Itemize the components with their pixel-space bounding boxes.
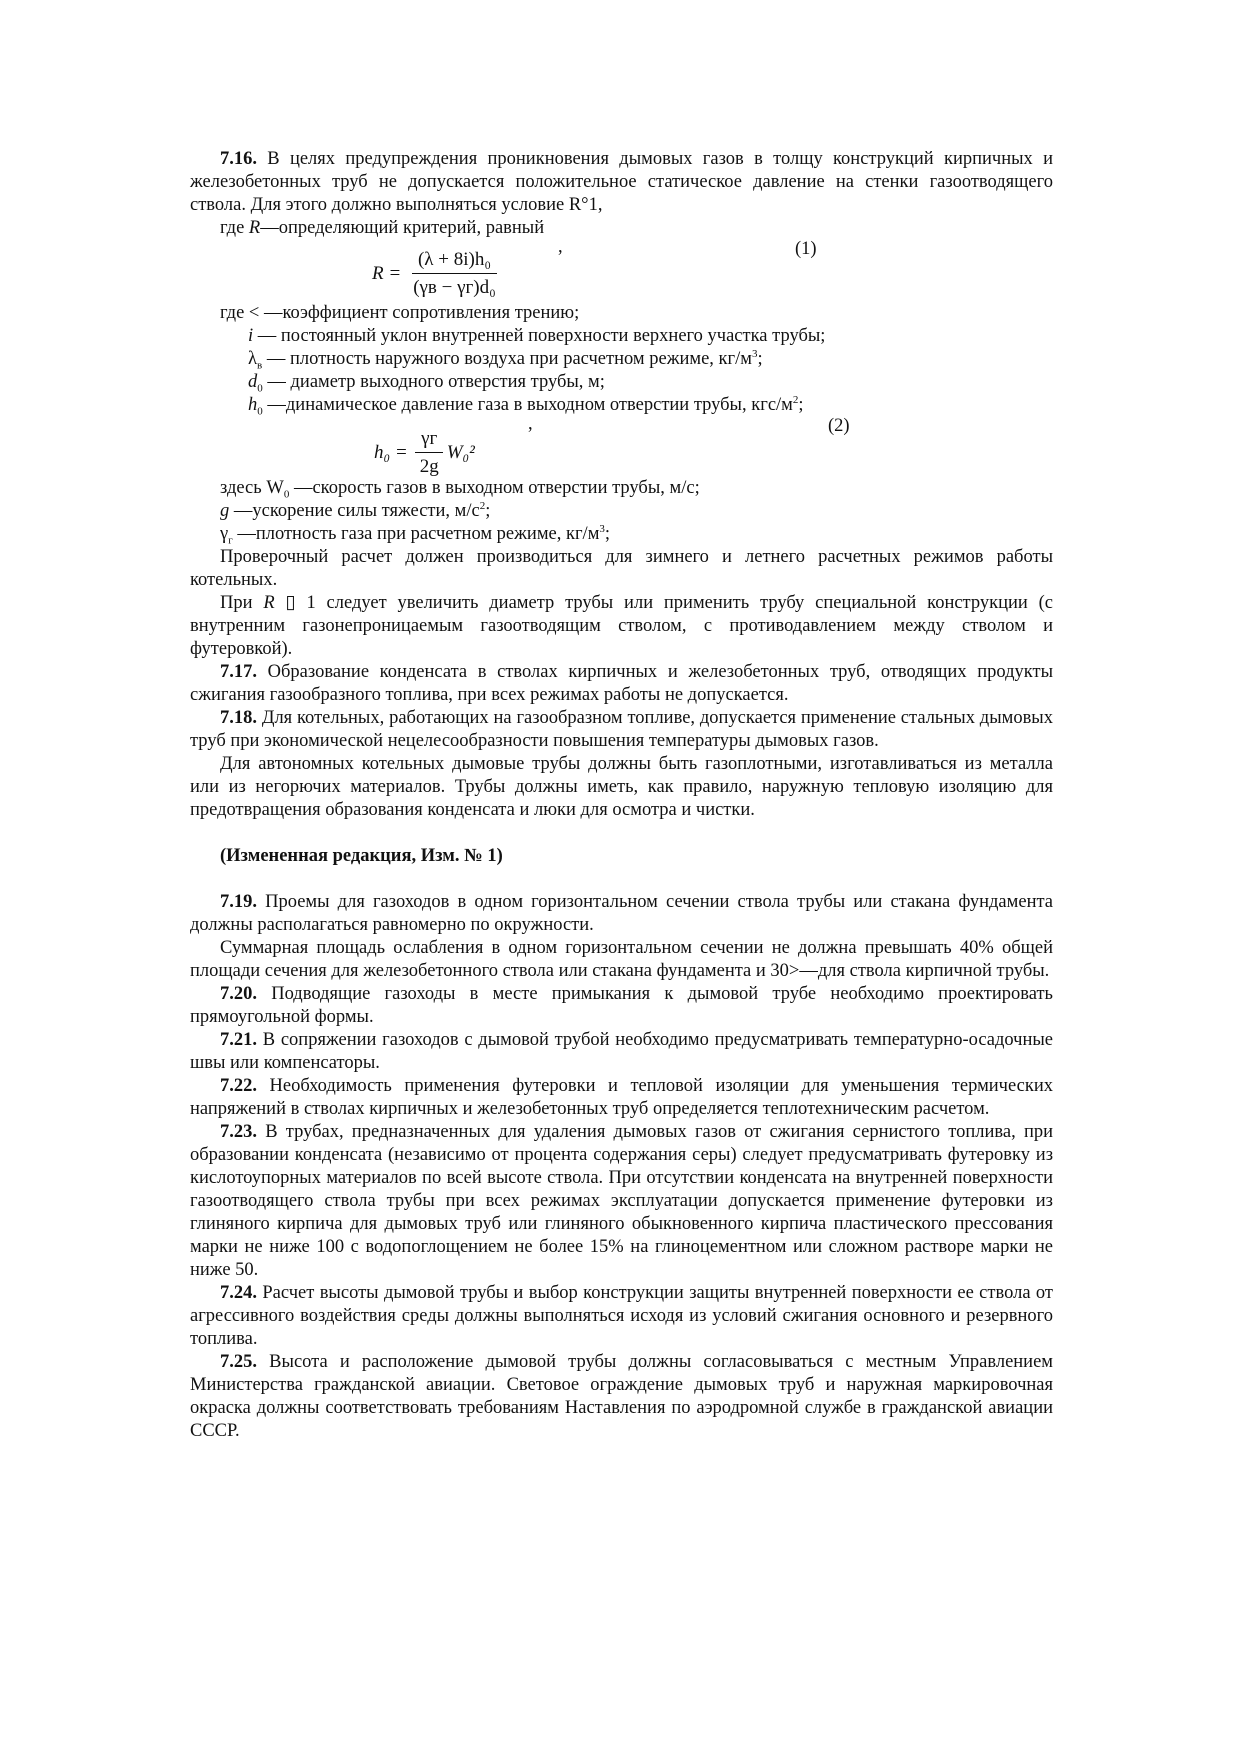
formula-lhs: h₀ = bbox=[374, 442, 408, 463]
denominator: (γв − γг)d₀ bbox=[413, 277, 496, 298]
clause-number: 7.16. bbox=[220, 149, 257, 169]
clause-text: Расчет высоты дымовой трубы и выбор конструкции защиты внутренней поверхности ее ствола от агрессивного воздействия среды должны выполняться исходя из условий сжигания основного и резервного топлива. bbox=[190, 1283, 1053, 1349]
where-r-line bbox=[190, 217, 1053, 240]
superscript: 2 bbox=[792, 393, 799, 406]
text: —динамическое давление газа в выходном отверстии трубы, кгс/м bbox=[262, 395, 793, 415]
symbol: h bbox=[248, 395, 258, 415]
formula-2 bbox=[190, 414, 1053, 477]
clause-text: Проемы для газоходов в одном горизонтальном сечении ствола трубы или стакана фундамента должны располагаться равномерно по окружности. bbox=[190, 892, 1053, 935]
amendment-text: (Измененная редакция, Изм. № 1) bbox=[220, 846, 503, 866]
def-g bbox=[190, 500, 1053, 523]
def-lambda bbox=[190, 302, 1053, 325]
clause-number: 7.22. bbox=[220, 1076, 257, 1096]
when-r-paragraph bbox=[190, 592, 1053, 661]
text: —ускорение силы тяжести, м/с bbox=[229, 501, 480, 521]
formula-lhs: R = bbox=[372, 263, 402, 284]
text: ▯ 1 следует увеличить диаметр трубы или применить трубу специальной конструкции (с внутренним газонепроницаемым газоотводящим стволом, с противодавлением между стволом и футеровкой). bbox=[190, 593, 1054, 659]
subscript: 0 bbox=[283, 488, 290, 501]
clause-text: В целях предупреждения проникновения дымовых газов в толщу конструкций кирпичных и железобетонных труб не допускается положительное статическое давление на стенки газоотводящего ствола. Для этого должно выполняться условие R°1, bbox=[190, 149, 1053, 215]
text: При bbox=[220, 593, 264, 613]
clause-7-23 bbox=[190, 1121, 1053, 1282]
def-d0 bbox=[190, 371, 1053, 394]
symbol: W bbox=[266, 478, 284, 498]
superscript: 3 bbox=[751, 347, 758, 360]
text: —коэффициент сопротивления трению; bbox=[259, 303, 580, 323]
text: ; bbox=[757, 349, 763, 369]
clause-text: В сопряжении газоходов с дымовой трубой необходимо предусматривать температурно-осадочные швы или компенсаторы. bbox=[190, 1030, 1053, 1073]
area-paragraph: Суммарная площадь ослабления в одном горизонтальном сечении не должна превышать 40% общей площади сечения для железобетонного ствола или стакана фундамента и 30>—для ствола кирпичной трубы. bbox=[190, 938, 1053, 981]
symbol: g bbox=[220, 501, 230, 521]
symbol: λ bbox=[248, 349, 257, 369]
clause-number: 7.25. bbox=[220, 1352, 257, 1372]
spacer bbox=[190, 868, 1053, 891]
fraction-stack bbox=[407, 248, 502, 299]
text: где bbox=[220, 303, 249, 323]
document-page bbox=[190, 148, 1053, 1443]
def-gamma-g bbox=[190, 523, 1053, 546]
symbol: d bbox=[248, 372, 258, 392]
clause-number: 7.19. bbox=[220, 892, 257, 912]
text: — диаметр выходного отверстия трубы, м; bbox=[262, 372, 605, 392]
clause-text: Высота и расположение дымовой трубы должны согласовываться с местным Управлением Министерства гражданской авиации. Световое ограждение дымовых труб и наружная маркировочная окраска должны соответствовать требованиям Наставления по аэродромной службе в гражданской авиации СССР. bbox=[190, 1352, 1053, 1441]
clause-text: Необходимость применения футеровки и тепловой изоляции для уменьшения термических напряжений в стволах кирпичных и железобетонных труб определяется теплотехническим расчетом. bbox=[190, 1076, 1053, 1119]
text: здесь bbox=[220, 478, 267, 498]
symbol: i bbox=[248, 326, 254, 346]
text: —определяющий критерий, равный bbox=[260, 218, 545, 238]
formula-1 bbox=[190, 237, 1053, 302]
text: —плотность газа при расчетном режиме, кг/м bbox=[232, 524, 600, 544]
fraction-stack bbox=[414, 427, 445, 478]
check-paragraph: Проверочный расчет должен производиться для зимнего и летнего расчетных режимов работы котельных. bbox=[190, 547, 1053, 590]
subscript: 0 bbox=[257, 405, 263, 418]
def-gamma-v bbox=[190, 348, 1053, 371]
fraction bbox=[374, 427, 475, 478]
clause-7-19 bbox=[190, 891, 1053, 937]
clause-7-22 bbox=[190, 1075, 1053, 1121]
def-h0 bbox=[190, 394, 1053, 417]
clause-7-20 bbox=[190, 983, 1053, 1029]
clause-7-25 bbox=[190, 1351, 1053, 1443]
clause-number: 7.24. bbox=[220, 1283, 257, 1303]
text: ; bbox=[485, 501, 491, 521]
superscript: 2 bbox=[479, 499, 486, 512]
clause-number: 7.18. bbox=[220, 708, 257, 728]
subscript: 0 bbox=[257, 382, 263, 395]
symbol: γ bbox=[220, 524, 229, 544]
subscript: в bbox=[256, 359, 263, 372]
clause-number: 7.17. bbox=[220, 662, 257, 682]
subscript: г bbox=[228, 534, 233, 547]
def-w0 bbox=[190, 477, 1053, 500]
equation-number: (2) bbox=[828, 416, 850, 436]
formula-comma: , bbox=[528, 414, 533, 434]
clause-7-16 bbox=[190, 148, 1053, 217]
clause-7-24 bbox=[190, 1282, 1053, 1351]
fraction bbox=[372, 248, 502, 299]
clause-7-18 bbox=[190, 707, 1053, 753]
clause-7-21 bbox=[190, 1029, 1053, 1075]
text: —скорость газов в выходном отверстии трубы, м/с; bbox=[289, 478, 700, 498]
text: ; bbox=[798, 395, 804, 415]
numerator: γг bbox=[415, 427, 443, 453]
text: — постоянный уклон внутренней поверхности верхнего участка трубы; bbox=[253, 326, 826, 346]
symbol: < bbox=[248, 303, 260, 323]
symbol: R bbox=[263, 593, 275, 613]
clause-text: Подводящие газоходы в месте примыкания к дымовой трубе необходимо проектировать прямоугольной формы. bbox=[190, 984, 1053, 1027]
clause-text: Образование конденсата в стволах кирпичных и железобетонных труб, отводящих продукты сжигания газообразного топлива, при всех режимах работы не допускается. bbox=[190, 662, 1053, 705]
text: где bbox=[220, 218, 249, 238]
numerator: (λ + 8i)h₀ bbox=[412, 248, 497, 274]
autonomous-paragraph: Для автономных котельных дымовые трубы должны быть газоплотными, изготавливаться из металла или из негорючих материалов. Трубы должны иметь, как правило, наружную тепловую изоляцию для предотвращения образования конденсата и люки для осмотра и чистки. bbox=[190, 754, 1053, 820]
clause-number: 7.23. bbox=[220, 1122, 257, 1142]
text: — плотность наружного воздуха при расчетном режиме, кг/м bbox=[262, 349, 752, 369]
denominator: 2g bbox=[419, 456, 439, 477]
formula-rhs: W₀² bbox=[446, 442, 475, 463]
clause-number: 7.21. bbox=[220, 1030, 257, 1050]
symbol: R bbox=[248, 218, 261, 238]
formula-comma: , bbox=[558, 237, 563, 257]
text: ; bbox=[604, 524, 611, 544]
clause-text: В трубах, предназначенных для удаления дымовых газов от сжигания сернистого топлива, при образовании конденсата (независимо от процента содержания серы) следует предусматривать футеровку из кислотоупорных материалов по всей высоте ствола. При отсутствии конденсата на внутренней поверхности газоотводящего ствола трубы при всех режимах эксплуатации допускается применение футеровки из глиняного кирпича для дымовых труб или глиняного обыкновенного кирпича пластического прессования марки не ниже 100 с водопоглощением не более 15% на глиноцементном или сложном растворе марки не ниже 50. bbox=[190, 1122, 1053, 1280]
clause-text: Для котельных, работающих на газообразном топливе, допускается применение стальных дымовых труб при экономической нецелесообразности повышения температуры дымовых газов. bbox=[190, 708, 1053, 751]
equation-number: (1) bbox=[795, 239, 817, 259]
clause-7-17 bbox=[190, 661, 1053, 707]
clause-number: 7.20. bbox=[220, 984, 257, 1004]
amendment-note bbox=[190, 845, 1053, 868]
def-i bbox=[190, 325, 1053, 348]
superscript: 3 bbox=[599, 522, 605, 535]
spacer bbox=[190, 822, 1053, 845]
